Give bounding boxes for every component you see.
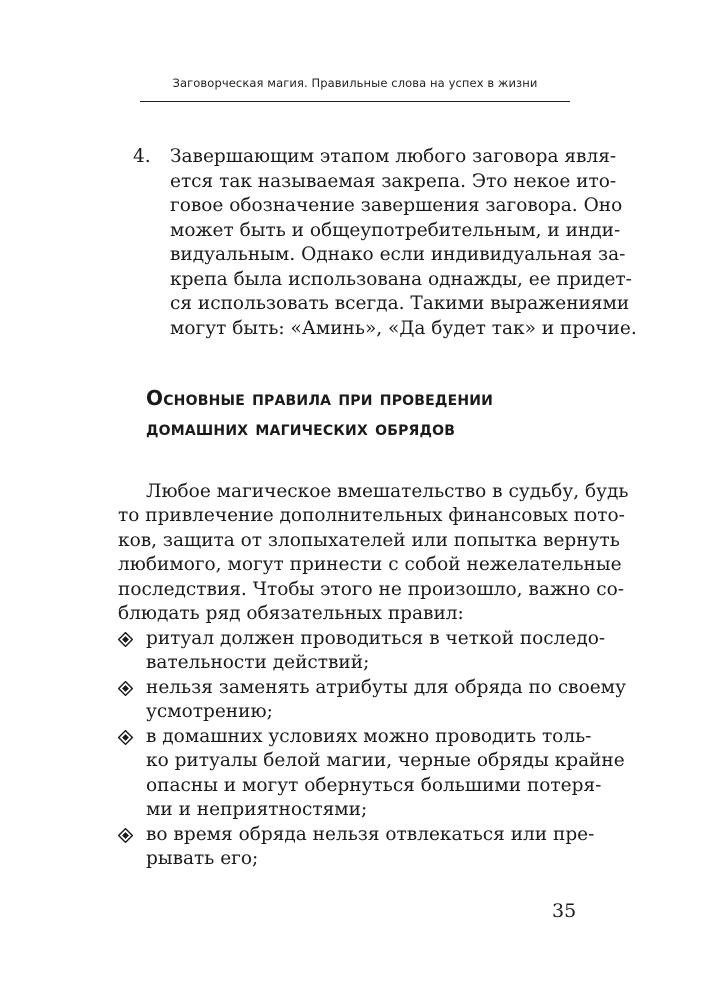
section-heading-line: Основные правила при проведении <box>146 386 494 410</box>
item4-line: ся использовать всегда. Такими выражениями <box>170 293 630 314</box>
item4-line: могут быть: «Аминь», «Да будет так» и прочие. <box>170 318 637 339</box>
paragraph-line: любимого, могут принести с собой нежелательные <box>118 554 622 575</box>
paragraph-line: ков, защита от злопыхателей или попытка вернуть <box>118 530 620 551</box>
paragraph-line: блюдать ряд обязательных правил: <box>118 603 464 624</box>
paragraph-line: последствия. Чтобы этого не произошло, важно со- <box>118 579 624 600</box>
item4-line: Завершающим этапом любого заговора явля- <box>170 146 617 167</box>
paragraph-line: то привлечение дополнительных финансовых пото- <box>118 505 625 526</box>
bullet-line: нельзя заменять атрибуты для обряда по своему <box>146 677 626 698</box>
diamond-bullet-icon <box>118 681 133 696</box>
section-heading-line: домашних магических обрядов <box>146 416 456 440</box>
item4-line: ется так называемая закрепа. Это некое ито- <box>170 171 617 192</box>
bullet-line: ритуал должен проводиться в четкой последо- <box>146 628 606 649</box>
diamond-bullet-icon <box>118 730 133 745</box>
item4-line: видуальным. Однако если индивидуальная за- <box>170 244 626 265</box>
item4-line: может быть и общеупотребительным, и инди- <box>170 220 621 241</box>
bullet-line: ко ритуалы белой магии, черные обряды крайне <box>146 750 625 771</box>
bullet-line: вательности действий; <box>146 652 370 673</box>
bullet-line: во время обряда нельзя отвлекаться или пре- <box>146 824 595 845</box>
diamond-bullet-icon <box>118 828 133 843</box>
bullet-line: ми и неприятностями; <box>146 799 368 820</box>
bullet-line: опасны и могут обернуться большими потеря- <box>146 775 602 796</box>
item4-line: говое обозначение завершения заговора. Оно <box>170 195 623 216</box>
running-head: Заговорческая магия. Правильные слова на успех в жизни <box>172 76 538 90</box>
page-number: 35 <box>552 900 577 922</box>
paragraph-line: Любое магическое вмешательство в судьбу, будь <box>146 481 629 502</box>
item4-line: крепа была использована однажды, ее придет- <box>170 269 632 290</box>
diamond-bullet-icon <box>118 632 133 647</box>
bullet-line: рывать его; <box>146 848 259 869</box>
bullet-line: усмотрению; <box>146 701 273 722</box>
bullet-line: в домашних условиях можно проводить толь- <box>146 726 592 747</box>
header-rule <box>140 101 570 102</box>
list-number: 4. <box>133 146 151 167</box>
